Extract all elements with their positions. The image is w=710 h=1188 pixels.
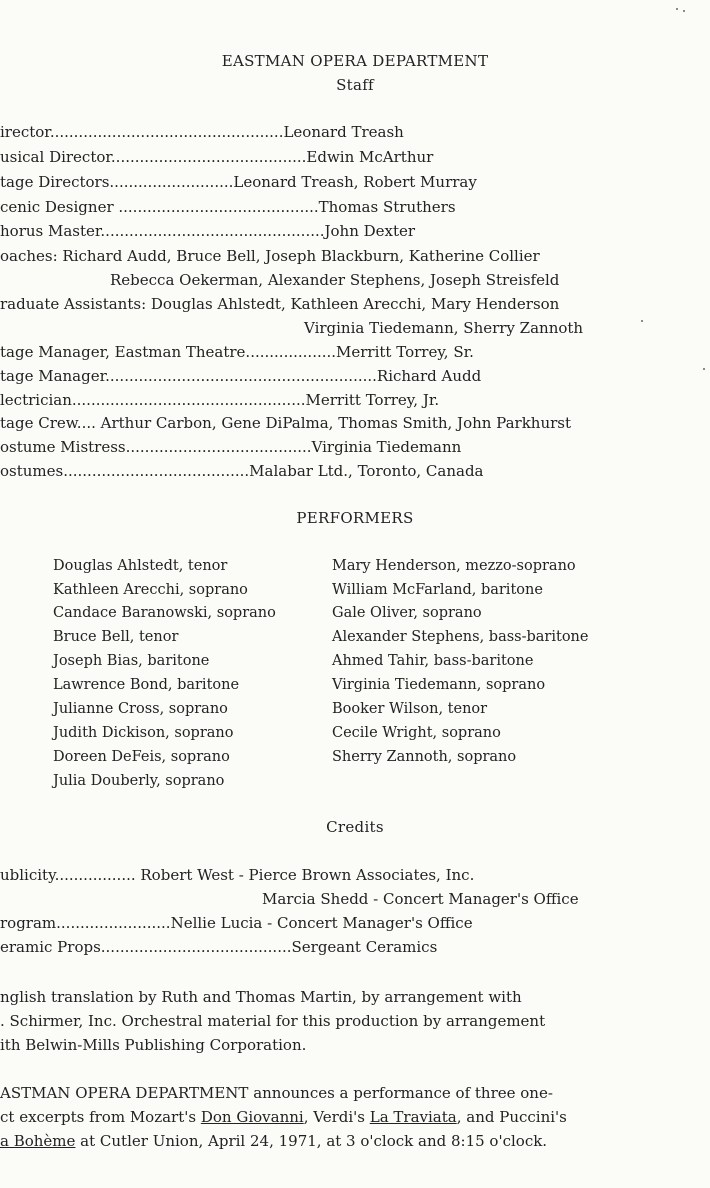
department-title: EASTMAN OPERA DEPARTMENT bbox=[221, 52, 489, 70]
opera-title-la-traviata: La Traviata bbox=[369, 1108, 457, 1126]
credits-heading: Credits bbox=[326, 818, 384, 836]
staff-row: horus Master...............................................John Dexter bbox=[0, 222, 416, 240]
staff-row: lectrician.................................................Merritt Torrey, Jr. bbox=[0, 391, 440, 409]
performer-entry: Kathleen Arecchi, soprano bbox=[53, 582, 248, 598]
staff-row: usical Director.........................................Edwin McArthur bbox=[0, 148, 434, 166]
performer-entry: Julia Douberly, soprano bbox=[53, 773, 225, 789]
performer-entry: Ahmed Tahir, bass-baritone bbox=[332, 653, 534, 669]
opera-title-don-giovanni: Don Giovanni bbox=[200, 1108, 304, 1126]
announcement-line bbox=[0, 1131, 547, 1151]
performer-entry: Gale Oliver, soprano bbox=[332, 605, 482, 621]
credit-row: eramic Props........................................Sergeant Ceramics bbox=[0, 938, 438, 956]
announcement-text: ct excerpts from Mozart's bbox=[0, 1108, 201, 1126]
performer-entry: Lawrence Bond, baritone bbox=[53, 677, 240, 693]
performers-heading: PERFORMERS bbox=[296, 509, 414, 527]
staff-row: tage Crew.... Arthur Carbon, Gene DiPalma, Thomas Smith, John Parkhurst bbox=[0, 414, 572, 432]
announcement-text: at Cutler Union, April 24, 1971, at 3 o'clock and 8:15 o'clock. bbox=[75, 1132, 548, 1150]
performer-entry: Doreen DeFeis, soprano bbox=[53, 749, 230, 765]
performer-entry: Virginia Tiedemann, soprano bbox=[332, 677, 546, 693]
staff-row: cenic Designer ..........................................Thomas Struthers bbox=[0, 198, 456, 216]
credit-row: rogram........................Nellie Lucia - Concert Manager's Office bbox=[0, 914, 473, 932]
staff-row: irector.................................................Leonard Treash bbox=[0, 123, 404, 141]
credit-row-continued: Marcia Shedd - Concert Manager's Office bbox=[262, 890, 579, 908]
performer-entry: Julianne Cross, soprano bbox=[53, 701, 228, 717]
translation-line: nglish translation by Ruth and Thomas Martin, by arrangement with bbox=[0, 988, 522, 1006]
performer-entry: Judith Dickison, soprano bbox=[53, 725, 234, 741]
announcement-line bbox=[0, 1107, 567, 1127]
announcement-line: ASTMAN OPERA DEPARTMENT announces a performance of three one- bbox=[0, 1084, 553, 1102]
staff-row: ostumes.......................................Malabar Ltd., Toronto, Canada bbox=[0, 462, 484, 480]
paper-speck bbox=[676, 8, 678, 10]
staff-row: tage Directors..........................Leonard Treash, Robert Murray bbox=[0, 173, 477, 191]
staff-row: ostume Mistress.......................................Virginia Tiedemann bbox=[0, 438, 462, 456]
staff-row: raduate Assistants: Douglas Ahlstedt, Kathleen Arecchi, Mary Henderson bbox=[0, 295, 560, 313]
translation-line: . Schirmer, Inc. Orchestral material for this production by arrangement bbox=[0, 1012, 546, 1030]
staff-heading: Staff bbox=[336, 76, 374, 94]
performer-entry: Cecile Wright, soprano bbox=[332, 725, 501, 741]
staff-row: tage Manager, Eastman Theatre...................Merritt Torrey, Sr. bbox=[0, 343, 474, 361]
opera-title-la-boheme: a Bohème bbox=[0, 1132, 76, 1150]
performer-entry: Sherry Zannoth, soprano bbox=[332, 749, 517, 765]
performer-entry: Douglas Ahlstedt, tenor bbox=[53, 558, 228, 574]
performer-entry: Candace Baranowski, soprano bbox=[53, 605, 276, 621]
credit-row: ublicity................. Robert West - Pierce Brown Associates, Inc. bbox=[0, 866, 475, 884]
performer-entry: Mary Henderson, mezzo-soprano bbox=[332, 558, 576, 574]
staff-row: tage Manager.........................................................Richard Audd bbox=[0, 367, 482, 385]
performer-entry: Joseph Bias, baritone bbox=[53, 653, 210, 669]
announcement-text: , and Puccini's bbox=[456, 1108, 567, 1126]
paper-speck bbox=[641, 320, 643, 322]
performer-entry: William McFarland, baritone bbox=[332, 582, 543, 598]
staff-row-continued: Virginia Tiedemann, Sherry Zannoth bbox=[304, 319, 584, 337]
performer-entry: Booker Wilson, tenor bbox=[332, 701, 488, 717]
performer-entry: Alexander Stephens, bass-baritone bbox=[332, 629, 589, 645]
translation-line: ith Belwin-Mills Publishing Corporation. bbox=[0, 1036, 307, 1054]
paper-speck bbox=[683, 10, 685, 12]
staff-row-continued: Rebecca Oekerman, Alexander Stephens, Joseph Streisfeld bbox=[110, 271, 560, 289]
announcement-text: , Verdi's bbox=[303, 1108, 370, 1126]
paper-speck bbox=[703, 368, 705, 370]
staff-row: oaches: Richard Audd, Bruce Bell, Joseph Blackburn, Katherine Collier bbox=[0, 247, 540, 265]
performer-entry: Bruce Bell, tenor bbox=[53, 629, 179, 645]
